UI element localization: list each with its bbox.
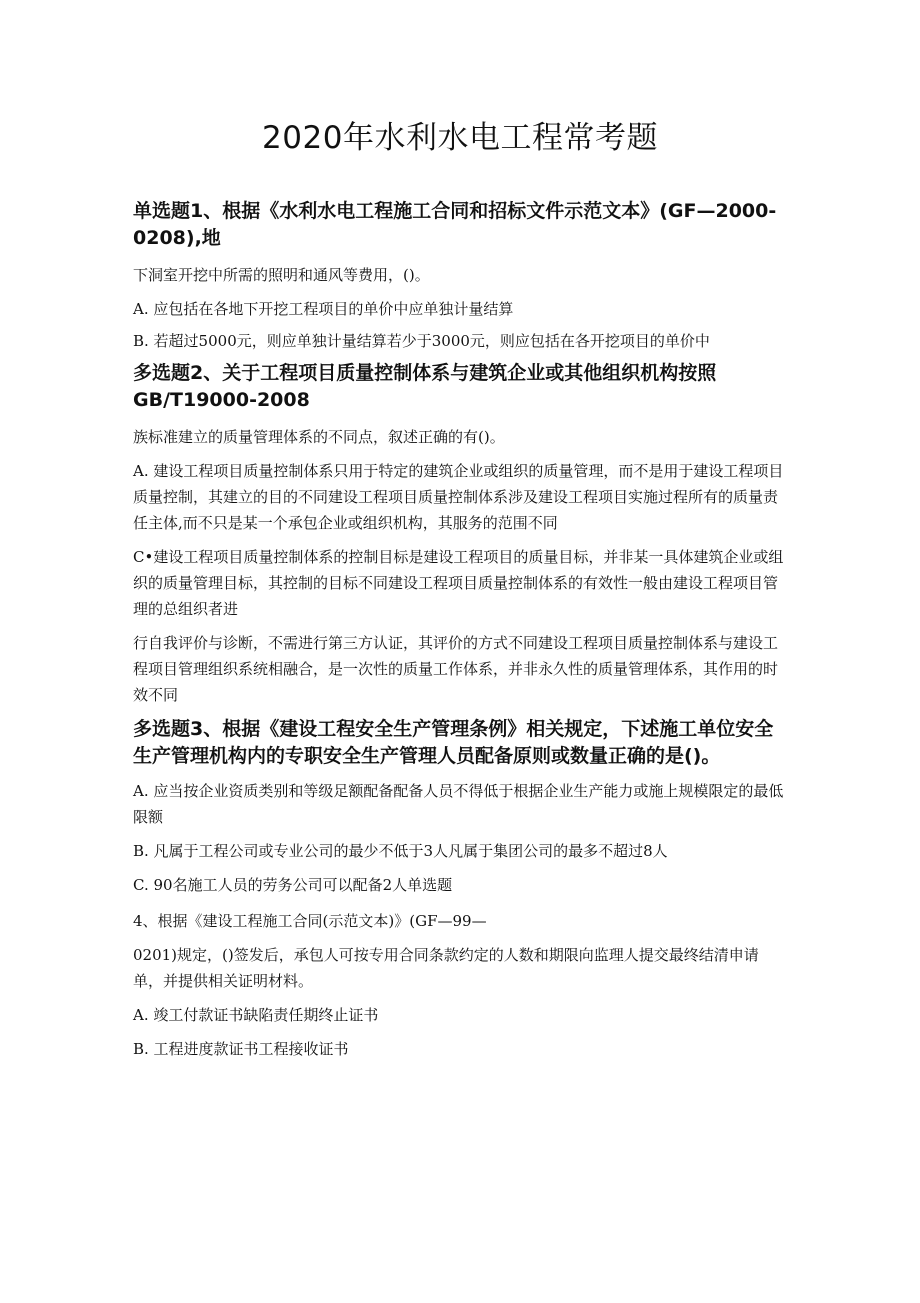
question-2-option-c: C•建设工程项目质量控制体系的控制目标是建设工程项目的质量目标，并非某一具体建筑企业或组织的质量管理目标，其控制的目标不同建设工程项目质量控制体系的有效性一般由建设工程项目管理的总组织者进	[133, 548, 784, 618]
question-4-option-b: B. 工程进度款证书工程接收证书	[133, 1040, 349, 1058]
question-3-heading: 多选题3、根据《建设工程安全生产管理条例》相关规定，下述施工单位安全生产管理机构内的专职安全生产管理人员配备原则或数量正确的是()。	[133, 718, 774, 767]
question-2-option-a: A. 建设工程项目质量控制体系只用于特定的建筑企业或组织的质量管理，而不是用于建设工程项目质量控制，其建立的目的不同建设工程项目质量控制体系涉及建设工程项目实施过程所有的质量责任主体,而不只是某一个承包企业或组织机构，其服务的范围不同	[133, 462, 784, 532]
question-4-stem: 0201)规定，()签发后，承包人可按专用合同条款约定的人数和期限向监理人提交最终结清申请单，并提供相关证明材料。	[133, 946, 759, 990]
question-2	[133, 360, 788, 708]
question-4-option-a: A. 竣工付款证书缺陷责任期终止证书	[133, 1006, 379, 1024]
question-3-option-a: A. 应当按企业资质类别和等级足额配备配备人员不得低于根据企业生产能力或施上规模限定的最低限额	[133, 782, 784, 826]
question-3-option-b: B. 凡属于工程公司或专业公司的最少不低于3人凡属于集团公司的最多不超过8人	[133, 842, 668, 860]
question-3	[133, 716, 788, 898]
question-2-stem: 族标准建立的质量管理体系的不同点，叙述正确的有()。	[133, 428, 505, 446]
question-1-option-b: B. 若超过5000元，则应单独计量结算若少于3000元，则应包括在各开挖项目的单价中	[133, 332, 710, 350]
question-1-option-a: A. 应包括在各地下开挖工程项目的单价中应单独计量结算	[133, 300, 514, 318]
question-4	[133, 908, 788, 1062]
document-body	[133, 198, 788, 1062]
question-1	[133, 198, 788, 352]
question-3-option-c: C. 90名施工人员的劳务公司可以配备2人单选题	[133, 876, 453, 894]
question-1-heading: 单选题1、根据《水利水电工程施工合同和招标文件示范文本》(GF—2000-0208),地	[133, 200, 777, 249]
question-2-continuation: 行自我评价与诊断，不需进行第三方认证，其评价的方式不同建设工程项目质量控制体系与建设工程项目管理组织系统相融合，是一次性的质量工作体系，并非永久性的质量管理体系，其作用的时效不同	[133, 634, 779, 704]
question-2-heading: 多选题2、关于工程项目质量控制体系与建筑企业或其他组织机构按照GB/T19000-2008	[133, 362, 717, 411]
document-title: 2020年水利水电工程常考题	[262, 120, 658, 156]
question-4-line1: 4、根据《建设工程施工合同(示范文本)》(GF—99—	[133, 912, 487, 930]
question-1-stem: 下洞室开挖中所需的照明和通风等费用，()。	[133, 266, 430, 284]
